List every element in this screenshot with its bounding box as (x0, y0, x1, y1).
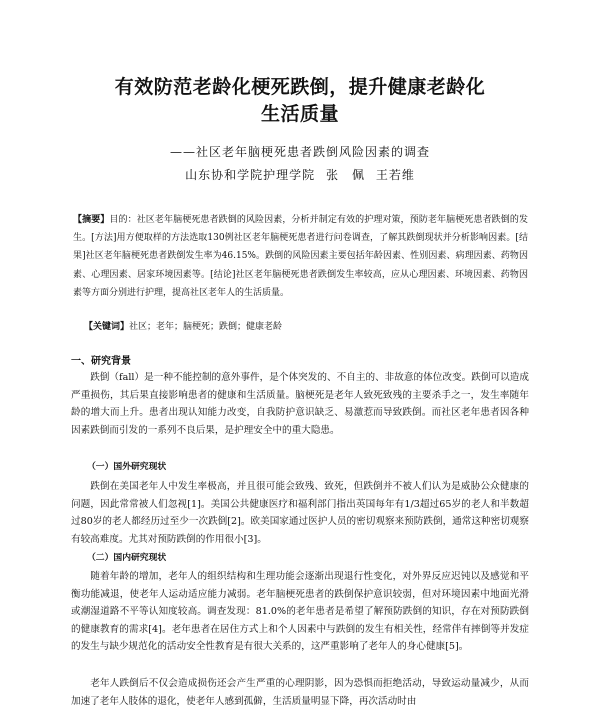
author-name: 张 佩 (325, 168, 365, 182)
section-heading: 一、研究背景 (71, 356, 131, 367)
article-title-line1: 有效防范老龄化梗死跌倒，提升健康老龄化 (114, 76, 486, 98)
body-paragraph: 跌倒在美国老年人中发生率极高，并且很可能会致残、致死，但跌倒并不被人们认为是威胁公众健康的问题，因此常常被人们忽视[1]。美国公共健康医疗和福利部门指出英国每年有1/3超过65岁的老人和半数超过80岁的老人都经历过至少一次跌倒[2]。欧美国家通过医护人员的密切观察来预防跌倒，通常这种密切观察有较高难度。尤其对预防跌倒的作用很小[3]。 (71, 481, 529, 545)
subsection-heading: （一）国外研究现状 (87, 462, 167, 472)
body-paragraph: 随着年龄的增加，老年人的组织结构和生理功能会逐渐出现退行性变化，对外界反应迟钝以及感觉和平衡功能减退，使老年人运动适应能力减弱。老年脑梗死患者的跌倒保护意识较弱，但对环境因素中地面光滑或潮湿道路不平等认知度较高。调查发现：81.0%的老年患者是希望了解预防跌倒的知识，存在对预防跌倒的健康教育的需求[4]。老年患者在居住方式上和个人因素中与跌倒的发生有相关性，经常伴有摔倒等并发症的发生与缺少规范化的活动安全性教育是有很大关系的，这严重影响了老年人的身心健康[5]。 (71, 571, 529, 652)
body-paragraph: 跌倒（fall）是一种不能控制的意外事件，是个体突发的、不自主的、非故意的体位改变。跌倒可以造成严重损伤，其后果直接影响患者的健康和生活质量。脑梗死是老年人致死致残的主要杀手之一，发生率随年龄的增大而上升。患者出现认知能力改变，自我防护意识缺乏、易激惹而导致跌倒。而社区老年患者因各种因素跌倒而引发的一系列不良后果，是护理安全中的重大隐患。 (71, 372, 529, 436)
author-name: 王若维 (375, 168, 415, 182)
article-subtitle: ——社区老年脑梗死患者跌倒风险因素的调查 (169, 145, 430, 159)
keywords-text: 社区；老年；脑梗死；跌倒；健康老龄 (129, 322, 283, 332)
keywords (84, 320, 524, 335)
abstract-label: 【摘要】 (73, 215, 110, 225)
affiliation: 山东协和学院护理学院 (185, 168, 316, 182)
abstract (73, 211, 528, 302)
body-paragraph: 老年人跌倒后不仅会造成损伤还会产生严重的心理阴影，因为恐惧而拒绝活动，导致运动量减少，从而加速了老年人肢体的退化，使老年人感到孤僻，生活质量明显下降，再次活动时由 (71, 678, 529, 707)
abstract-text: 目的：社区老年脑梗死患者跌倒的风险因素，分析并制定有效的护理对策，预防老年脑梗死患者跌倒的发生。[方法]用方便取样的方法选取130例社区老年脑梗死患者进行问卷调查，了解其跌倒现状并分析影响因素。[结果]社区老年脑梗死患者跌倒发生率为46.15%。跌倒的风险因素主要包括年龄因素、性别因素、病理因素、药物因素、心理因素、居家环境因素等。[结论]社区老年脑梗死患者跌倒发生率较高，应从心理因素、环境因素、药物因素等方面分别进行护理，提高社区老年人的生活质量。 (73, 215, 528, 298)
article-title-line2: 生活质量 (260, 103, 339, 125)
author-line (40, 166, 560, 183)
keywords-label: 【关键词】 (84, 322, 130, 332)
subsection-heading: （二）国内研究现状 (87, 553, 167, 563)
